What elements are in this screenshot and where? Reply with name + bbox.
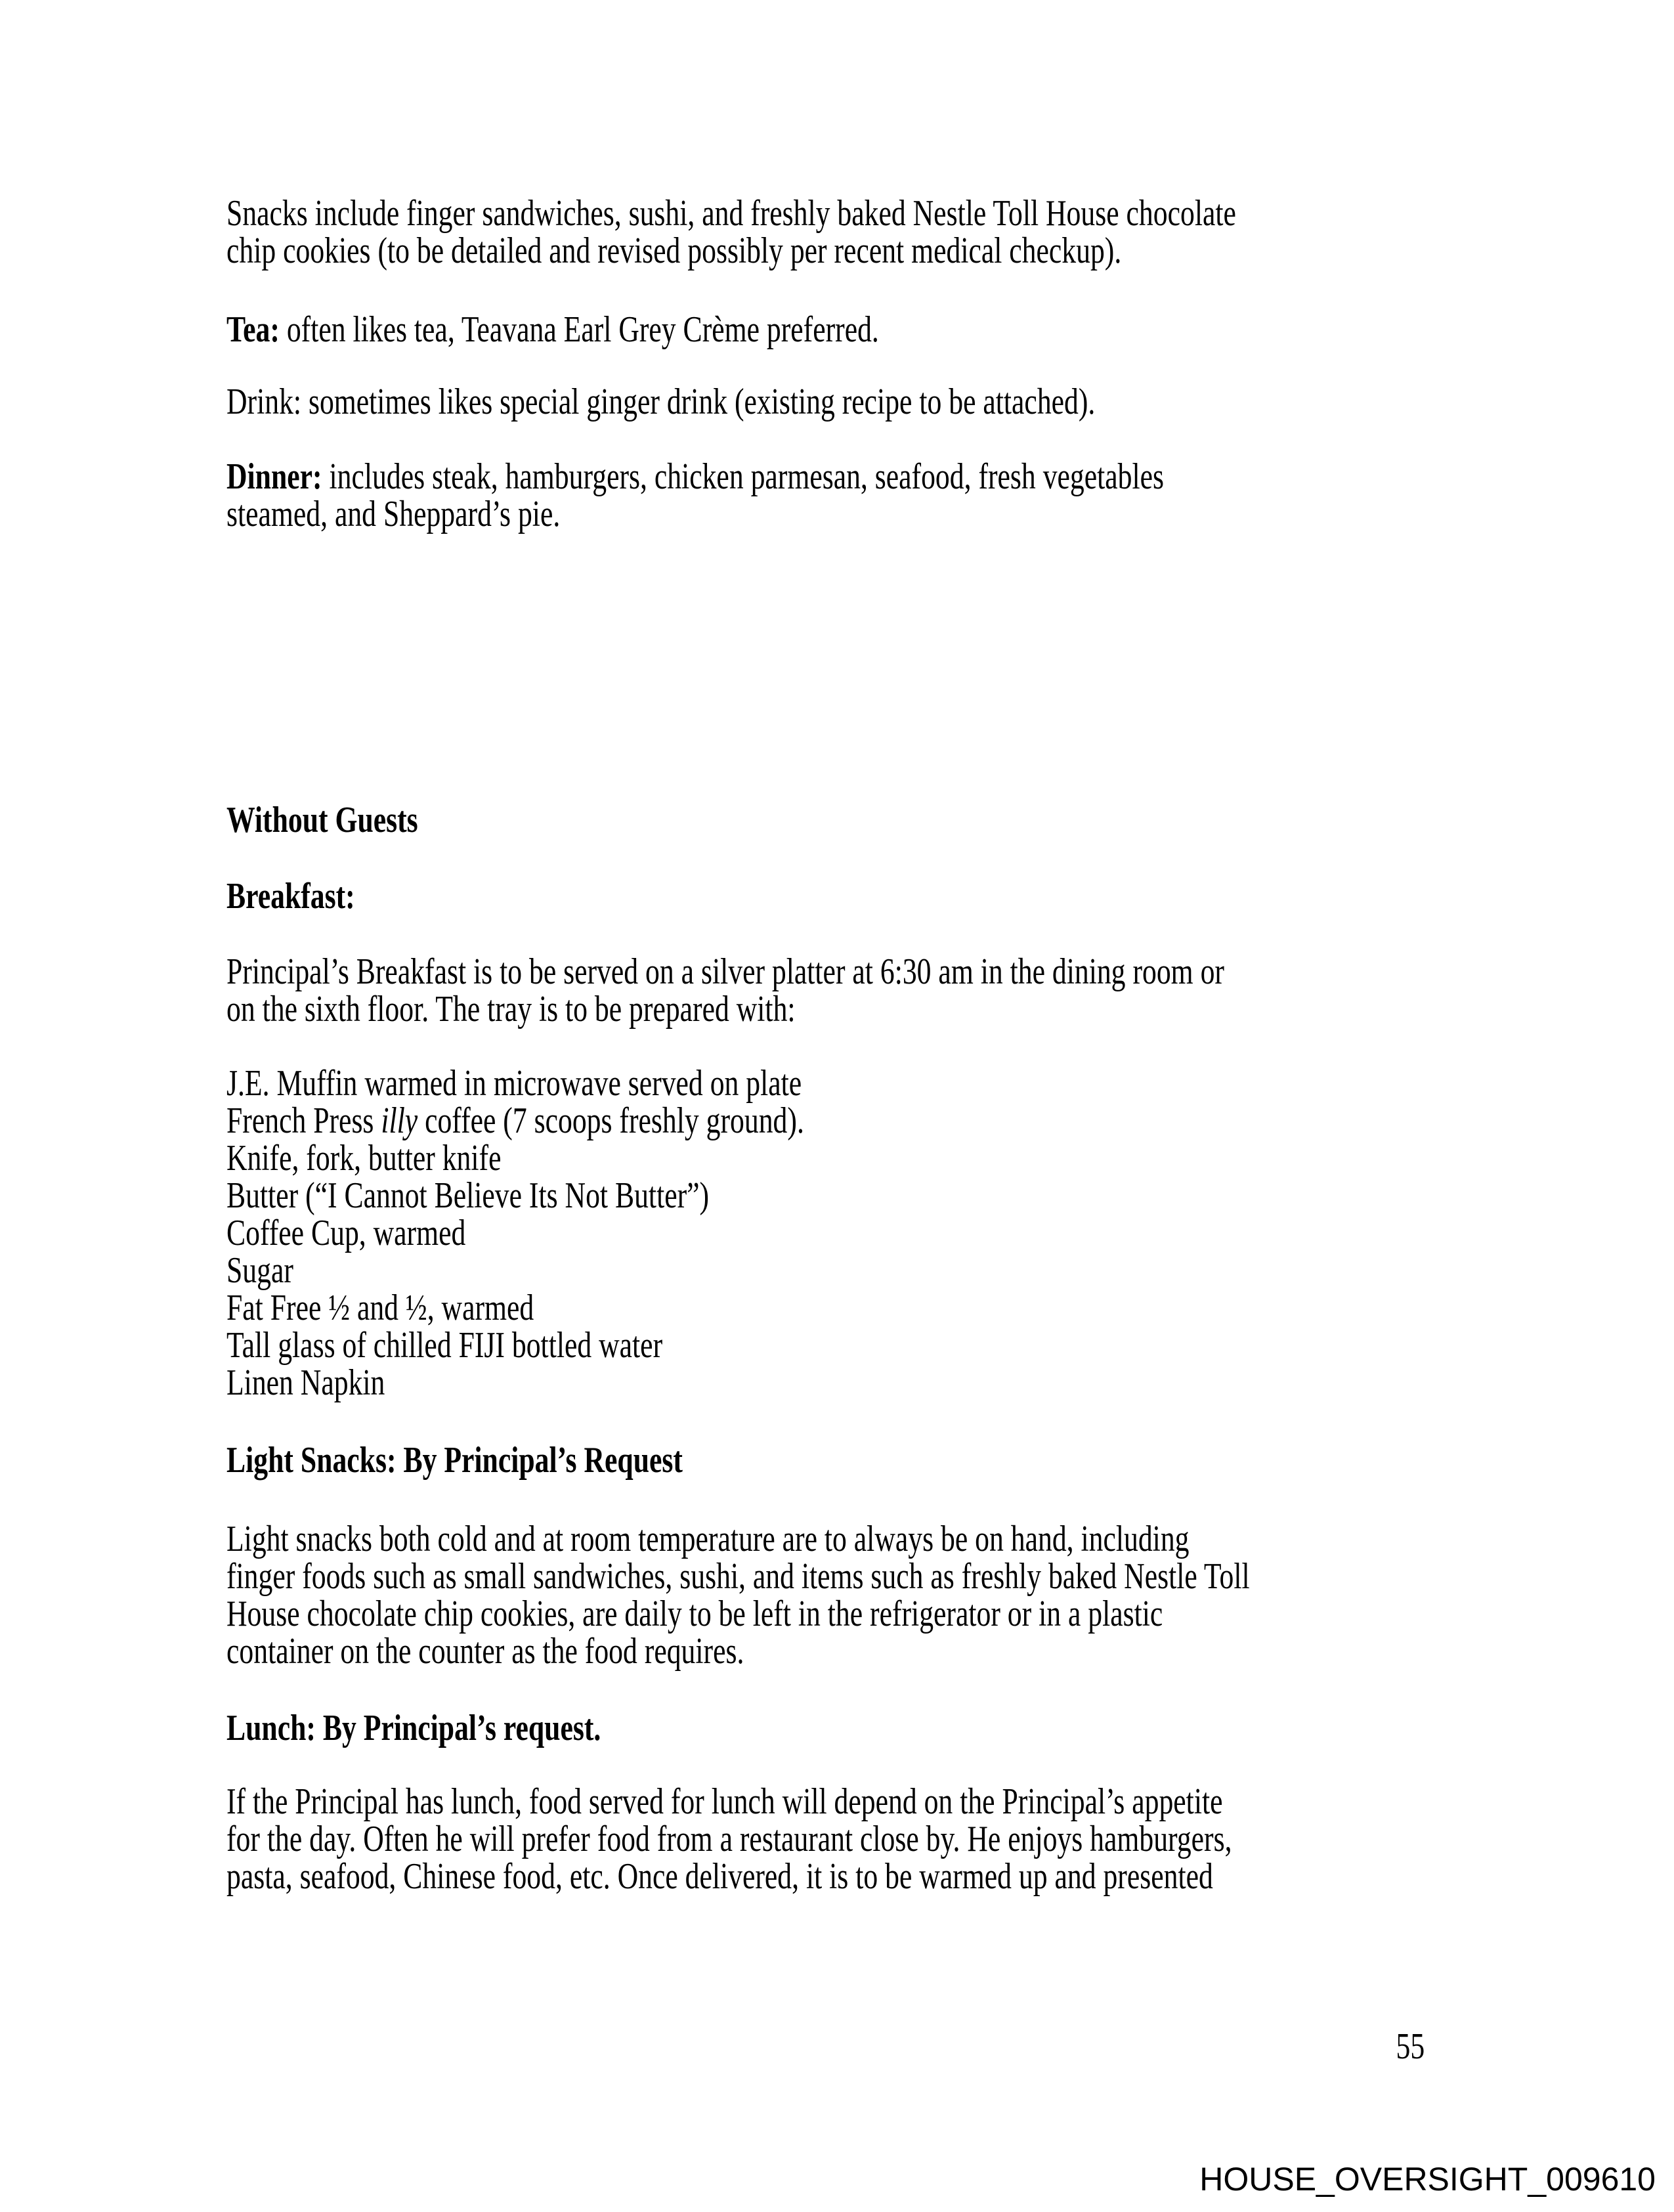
page-number <box>226 2028 1425 2066</box>
text-line: If the Principal has lunch, food served for lunch will depend on the Principal’s appetite <box>226 1781 1223 1822</box>
text-line: House chocolate chip cookies, are daily to be left in the refrigerator or in a plastic <box>226 1594 1163 1634</box>
text-line: Snacks include finger sandwiches, sushi, and freshly baked Nestle Toll House chocolate <box>226 193 1236 234</box>
text-column <box>226 0 1425 2212</box>
paragraph-lunch <box>226 1783 1232 1896</box>
french-press-text: French Press <box>226 1100 381 1141</box>
breakfast-tray-list <box>226 1065 804 1402</box>
dinner-text: includes steak, hamburgers, chicken parmesan, seafood, fresh vegetables <box>322 456 1165 497</box>
paragraph-breakfast <box>226 953 1224 1028</box>
heading-breakfast <box>226 878 355 915</box>
text-line: Light snacks both cold and at room temperature are to always be on hand, including <box>226 1519 1190 1559</box>
text-line: pasta, seafood, Chinese food, etc. Once delivered, it is to be warmed up and presented <box>226 1856 1213 1897</box>
tea-text: often likes tea, Teavana Earl Grey Crème preferred. <box>279 309 879 350</box>
paragraph-snacks <box>226 195 1236 270</box>
text-line <box>226 311 879 349</box>
heading-light-snacks <box>226 1442 683 1479</box>
paragraph-dinner <box>226 458 1164 533</box>
text-line: Drink: sometimes likes special ginger drink (existing recipe to be attached). <box>226 381 1096 422</box>
text-line: finger foods such as small sandwiches, sushi, and items such as freshly baked Nestle Toll <box>226 1556 1250 1597</box>
tray-item-sugar: Sugar <box>226 1250 293 1291</box>
tray-item-knife: Knife, fork, butter knife <box>226 1138 502 1179</box>
text-line: on the sixth floor. The tray is to be prepared with: <box>226 989 796 1030</box>
text-line <box>226 458 1164 496</box>
bates-stamp: HOUSE_OVERSIGHT_009610 <box>1199 2161 1656 2198</box>
french-press-brand-italic: illy <box>381 1100 418 1141</box>
tray-item-fat-free: Fat Free ½ and ½, warmed <box>226 1288 534 1328</box>
heading-text: Without Guests <box>226 800 418 840</box>
text-line: container on the counter as the food requires. <box>226 1631 744 1672</box>
text-line: chip cookies (to be detailed and revised possibly per recent medical checkup). <box>226 230 1122 271</box>
tray-item-coffee-cup: Coffee Cup, warmed <box>226 1213 466 1253</box>
text-line: steamed, and Sheppard’s pie. <box>226 494 561 534</box>
text-line: for the day. Often he will prefer food from a restaurant close by. He enjoys hamburgers, <box>226 1819 1232 1859</box>
tray-item-napkin: Linen Napkin <box>226 1362 385 1403</box>
french-press-text: coffee (7 scoops freshly ground). <box>418 1100 804 1141</box>
tray-item-muffin: J.E. Muffin warmed in microwave served on plate <box>226 1063 802 1104</box>
heading-without-guests <box>226 802 418 839</box>
tea-line <box>226 311 879 349</box>
page-number-text: 55 <box>1396 2026 1425 2067</box>
text-line: Principal’s Breakfast is to be served on a silver platter at 6:30 am in the dining room or <box>226 951 1224 992</box>
tray-item-french-press <box>226 1102 804 1140</box>
dinner-label: Dinner: <box>226 456 322 497</box>
heading-lunch <box>226 1710 601 1747</box>
drink-line <box>226 383 1095 421</box>
heading-text: Lunch: By Principal’s request. <box>226 1708 601 1748</box>
heading-text: Light Snacks: By Principal’s Request <box>226 1440 683 1481</box>
paragraph-light-snacks <box>226 1521 1250 1670</box>
tray-item-fiji-water: Tall glass of chilled FIJI bottled water <box>226 1325 663 1366</box>
heading-text: Breakfast: <box>226 876 355 917</box>
tea-label: Tea: <box>226 309 280 350</box>
tray-item-butter: Butter (“I Cannot Believe Its Not Butter”) <box>226 1175 710 1216</box>
